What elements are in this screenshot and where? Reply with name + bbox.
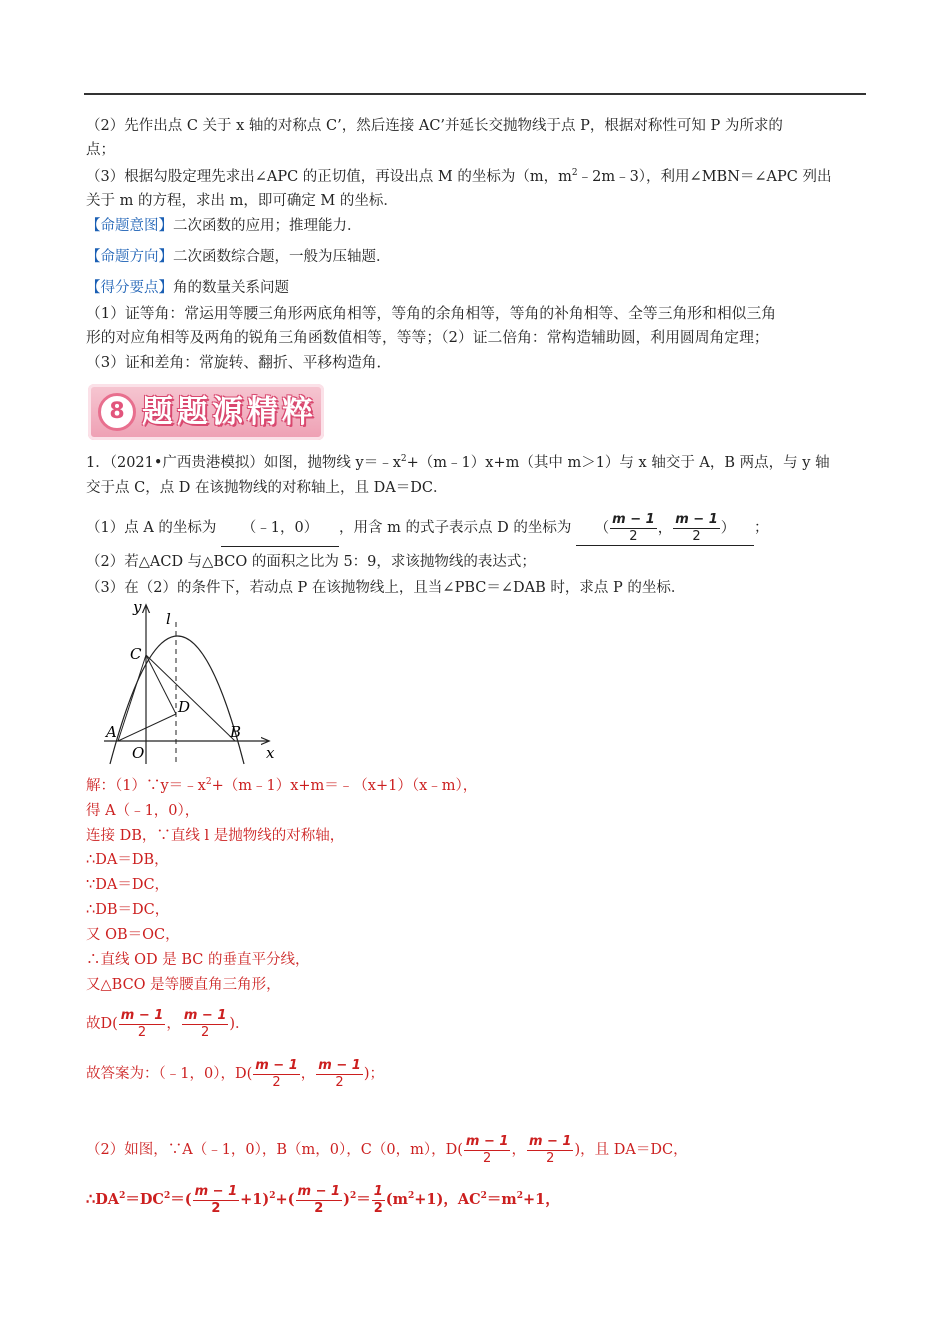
label-D: D <box>178 698 191 716</box>
solution-line-10 <box>86 1006 250 1042</box>
s11-sep: ， <box>300 1066 316 1082</box>
q1-pre: （1）点 A 的坐标为 <box>86 520 217 536</box>
label-O: O <box>132 744 145 762</box>
s13-frac-half-den: 2 <box>373 1200 383 1216</box>
s11-pre: 故答案为：（﹣1，0），D( <box>86 1066 253 1082</box>
s10-frac-x <box>119 1008 166 1041</box>
intent-label: 【命题意图】 <box>86 218 173 234</box>
points-row <box>86 278 289 298</box>
solution-line-5: ∵DA＝DC， <box>86 877 170 893</box>
intent-row <box>86 216 362 236</box>
s13-sq-6: 2 <box>480 1191 487 1201</box>
q1-frac-y-den: 2 <box>692 528 701 544</box>
q1-paren-close: ） <box>720 520 736 536</box>
analysis-line-2b: 点； <box>86 142 115 158</box>
s13-frac-b-num: m − 1 <box>297 1183 341 1199</box>
s10-frac-x-den: 2 <box>137 1024 147 1040</box>
s11-frac-x-den: 2 <box>272 1074 281 1090</box>
label-C: C <box>130 645 142 663</box>
s12-post: )，且 DA＝DC， <box>574 1142 688 1158</box>
s10-frac-y-den: 2 <box>200 1024 210 1040</box>
s13-frac-half <box>372 1184 385 1217</box>
points-text: 角的数量关系问题 <box>173 280 289 296</box>
s1-sup: 2 <box>205 777 212 787</box>
top-rule <box>84 93 866 95</box>
analysis-line-3a-pre: （3）根据勾股定理先求出∠APC 的正切值，再设出点 M 的坐标为（m，m <box>86 169 572 185</box>
s13-paren: (m <box>385 1191 408 1208</box>
solution-line-12 <box>86 1132 688 1168</box>
question-2: （2）若△ACD 与△BCO 的面积之比为 5：9，求该抛物线的表达式； <box>86 554 536 570</box>
s11-frac-y-den: 2 <box>335 1074 344 1090</box>
s11-post: )； <box>363 1066 384 1082</box>
section-banner <box>88 384 324 440</box>
points-line-3: （3）证和差角：常旋转、翻折、平移构造角． <box>86 354 392 371</box>
s13-frac-a-num: m − 1 <box>194 1183 238 1199</box>
solution-line-9: 又△BCO 是等腰直角三角形， <box>86 977 281 993</box>
segment-AD <box>118 714 176 741</box>
q1-frac-x-num: m − 1 <box>612 511 655 527</box>
s13-tail: +1)，AC <box>414 1191 481 1208</box>
s13-sq-4: 2 <box>349 1191 357 1201</box>
s10-frac-x-num: m − 1 <box>120 1007 164 1023</box>
analysis-line-3a-post: ﹣2m﹣3），利用∠MBN＝∠APC 列出 <box>577 169 832 185</box>
analysis-line-3b: 关于 m 的方程，求出 m，即可确定 M 的坐标． <box>86 193 398 209</box>
s10-post: )． <box>229 1016 250 1032</box>
s13-frac-a <box>193 1184 240 1217</box>
q1-answer-a: （﹣1，0） <box>221 510 339 547</box>
s13-sq-1: 2 <box>119 1191 126 1201</box>
q1-answer-d <box>576 512 754 546</box>
s12-sep: ， <box>511 1142 526 1158</box>
s12-frac-x <box>464 1134 511 1167</box>
q1-frac-x <box>610 512 657 545</box>
solution-line-4: ∴DA＝DB， <box>86 852 169 868</box>
q1-paren-open: （ <box>594 520 610 536</box>
problem-stem-1 <box>86 453 830 473</box>
banner-title: 题题源精粹 <box>142 394 317 430</box>
s1-post: +（m﹣1）x+m＝﹣（x+1）（x﹣m）， <box>211 778 478 794</box>
s13-close: ) <box>343 1191 350 1208</box>
s12-frac-x-den: 2 <box>483 1150 492 1166</box>
s13-sq-3: 2 <box>269 1191 276 1201</box>
banner-badge-icon: 8 <box>98 393 136 431</box>
s13-frac-b <box>296 1184 343 1217</box>
solution-line-8: ∴直线 OD 是 BC 的垂直平分线， <box>86 952 310 968</box>
s12-frac-y-den: 2 <box>546 1150 555 1166</box>
problem-stem-1-sup: 2 <box>400 454 407 464</box>
problem-stem-1-post: +（m﹣1）x+m（其中 m＞1）与 x 轴交于 A，B 两点，与 y 轴 <box>406 455 830 471</box>
segment-AC <box>118 655 146 741</box>
s13-plus1: +1) <box>240 1191 270 1208</box>
s11-frac-x <box>253 1058 300 1091</box>
q1-frac-y-num: m − 1 <box>675 511 718 527</box>
label-y: y <box>133 598 142 616</box>
s13-frac-a-den: 2 <box>211 1200 221 1216</box>
s13-end: +1， <box>523 1191 560 1208</box>
q1-sep: ， <box>657 520 673 536</box>
s1-pre: 解：（1）∵y＝﹣x <box>86 778 206 794</box>
q1-mid: ，用含 m 的式子表示点 D 的坐标为 <box>339 520 572 536</box>
s13-eq2: ＝( <box>170 1191 192 1208</box>
s13-plus2: +( <box>275 1191 295 1208</box>
analysis-line-3a <box>86 167 831 187</box>
label-B: B <box>230 723 242 741</box>
s13-eq4: ＝m <box>486 1191 517 1208</box>
direction-text: 二次函数综合题，一般为压轴题． <box>173 249 391 265</box>
s12-pre: （2）如图，∵A（﹣1，0），B（m，0），C（0，m），D( <box>86 1142 463 1158</box>
s13-eq3: ＝ <box>356 1191 371 1208</box>
q1-frac-y <box>673 512 720 545</box>
solution-line-1 <box>86 776 477 796</box>
problem-stem-2: 交于点 C，点 D 在该抛物线的对称轴上，且 DA＝DC． <box>86 480 448 496</box>
s13-frac-b-den: 2 <box>314 1200 324 1216</box>
parabola-figure <box>96 598 296 770</box>
question-1 <box>86 510 768 547</box>
s11-frac-y-num: m − 1 <box>318 1057 361 1073</box>
s13-pre: ∴DA <box>86 1191 120 1208</box>
label-l: l <box>166 610 171 628</box>
intent-text: 二次函数的应用；推理能力． <box>173 218 362 234</box>
points-line-2: 形的对应角相等及两角的锐角三角函数值相等，等等；（2）证二倍角：常构造辅助圆，利用圆周角定理； <box>86 329 769 346</box>
solution-line-7: 又 OB＝OC， <box>86 927 180 943</box>
s13-sq-7: 2 <box>516 1191 523 1201</box>
s13-frac-half-num: 1 <box>373 1183 383 1199</box>
solution-line-11 <box>86 1056 384 1092</box>
segment-CD <box>146 655 176 714</box>
q1-end: ； <box>753 520 769 536</box>
points-line-1: （1）证等角：常运用等腰三角形两底角相等，等角的余角相等，等角的补角相等、全等三角形和相似三角 <box>86 305 777 322</box>
s12-frac-y-num: m − 1 <box>528 1133 572 1149</box>
direction-label: 【命题方向】 <box>86 249 173 265</box>
question-3: （3）在（2）的条件下，若动点 P 在该抛物线上，且当∠PBC＝∠DAB 时，求点 P 的坐标． <box>86 580 686 596</box>
solution-line-6: ∴DB＝DC， <box>86 902 170 918</box>
problem-stem-1-pre: 1．（2021•广西贵港模拟）如图，抛物线 y＝﹣x <box>86 455 401 471</box>
s10-frac-y-num: m − 1 <box>183 1007 227 1023</box>
q1-frac-x-den: 2 <box>629 528 638 544</box>
solution-line-2: 得 A（﹣1，0）， <box>86 803 200 819</box>
s11-frac-x-num: m − 1 <box>255 1057 298 1073</box>
parabola-figure-svg <box>96 598 296 766</box>
s10-pre: 故D( <box>86 1016 118 1032</box>
label-x: x <box>266 744 275 762</box>
s10-sep: ， <box>166 1016 181 1032</box>
s13-sq-2: 2 <box>163 1191 171 1201</box>
s13-eq1: ＝DC <box>125 1191 164 1208</box>
analysis-line-2a: （2）先作出点 C 关于 x 轴的对称点 C’，然后连接 AC’并延长交抛物线于点 P，根据对称性可知 P 为所求的 <box>86 118 783 134</box>
segment-CB <box>146 655 235 741</box>
solution-line-13 <box>86 1182 560 1218</box>
direction-row <box>86 247 391 267</box>
s12-frac-y <box>527 1134 574 1167</box>
s10-frac-y <box>182 1008 229 1041</box>
s12-frac-x-num: m − 1 <box>465 1133 509 1149</box>
solution-line-3: 连接 DB，∵直线 l 是抛物线的对称轴， <box>86 828 345 844</box>
analysis-line-3a-sup: 2 <box>571 168 578 178</box>
s13-sq-5: 2 <box>407 1191 415 1201</box>
label-A: A <box>106 723 117 741</box>
s11-frac-y <box>316 1058 363 1091</box>
points-label: 【得分要点】 <box>86 280 173 296</box>
